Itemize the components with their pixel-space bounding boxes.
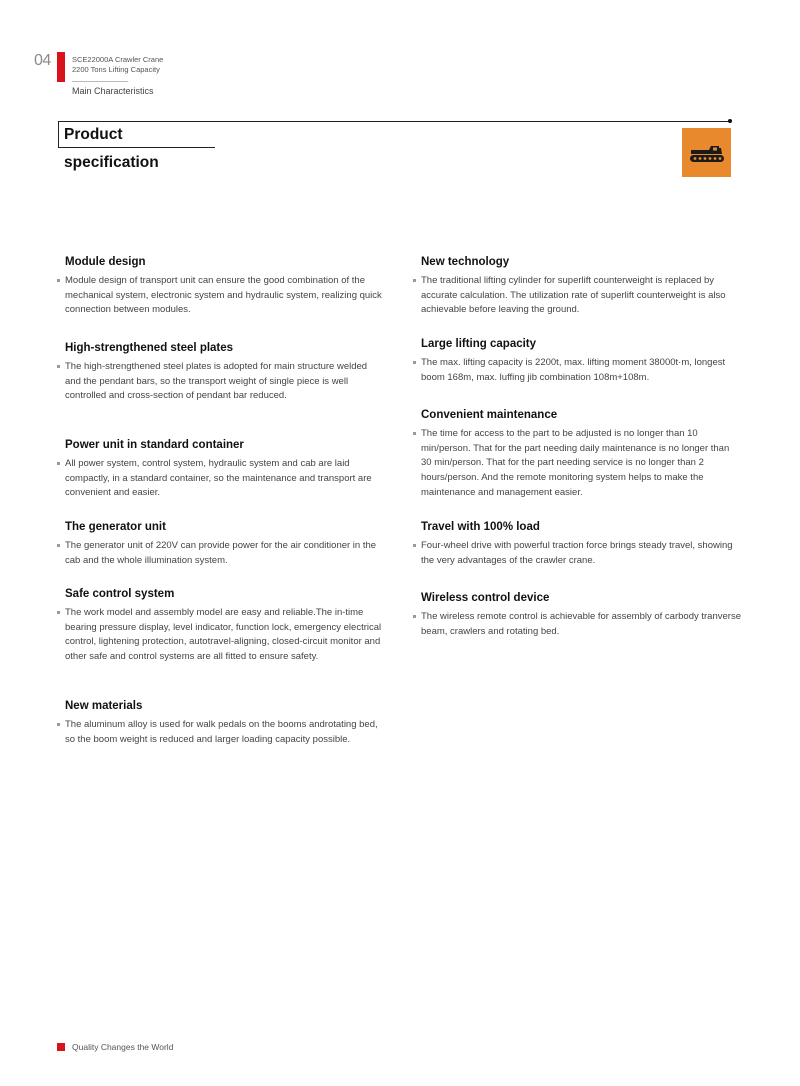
bullet-icon <box>57 279 60 282</box>
spec-item-text: Four-wheel drive with powerful traction force brings steady travel, showing the very advantages of the crawler crane. <box>421 540 733 566</box>
spec-item-text: All power system, control system, hydraulic system and cab are laid compactly, in a standard container, so the maintenance and transport are convenient and easier. <box>65 458 372 499</box>
spec-item-title: The generator unit <box>65 521 166 533</box>
spec-item-new-materials <box>65 700 385 747</box>
page-number: 04 <box>34 52 51 69</box>
spec-item-body <box>65 606 385 665</box>
spec-item-wireless-control <box>421 592 741 639</box>
spec-item-body <box>421 274 741 318</box>
spec-item-body <box>421 610 741 639</box>
doc-title-line2: 2200 Tons Lifting Capacity <box>72 64 160 74</box>
spec-item-new-technology <box>421 256 741 318</box>
spec-item-title: New materials <box>65 700 143 712</box>
crane-badge <box>682 128 731 177</box>
spec-item-title: Power unit in standard container <box>65 439 244 451</box>
spec-item-title: High-strengthened steel plates <box>65 342 234 354</box>
spec-item-title: Convenient maintenance <box>421 409 558 421</box>
spec-item-lifting-capacity <box>421 338 741 385</box>
spec-item-body <box>65 360 385 404</box>
spec-item-power-unit <box>65 439 385 501</box>
spec-item-text: The high-strengthened steel plates is adopted for main structure welded and the pendant bars, so the transport weight of single piece is well controlled and cross-section of pendant bar reduced. <box>65 361 368 402</box>
spec-item-body <box>421 356 741 385</box>
spec-item-text: The traditional lifting cylinder for superlift counterweight is replaced by accurate calculation. The utilization rate of superlift counterweight is also achievable before leaving the ground. <box>421 275 726 316</box>
bullet-icon <box>413 544 416 547</box>
spec-item-title: New technology <box>421 256 510 268</box>
spec-item-text: The work model and assembly model are easy and reliable.The in-time bearing pressure display, level indicator, function lock, emergency electrical control, lightening protection, autotravel-aligning, closed-circuit monitor and other safe and control systems are all fitted to ensure safety. <box>65 607 382 663</box>
footer-accent-square <box>57 1043 65 1051</box>
spec-item-title: Wireless control device <box>421 592 550 604</box>
spec-item-body <box>65 457 385 501</box>
spec-item-body <box>65 718 385 747</box>
doc-title-line1: SCE22000A Crawler Crane <box>72 55 164 64</box>
bullet-icon <box>57 462 60 465</box>
bullet-icon <box>57 365 60 368</box>
spec-item-module-design <box>65 256 385 318</box>
bullet-icon <box>57 544 60 547</box>
spec-item-text: Module design of transport unit can ensure the good combination of the mechanical system, electronic system and hydraulic system, realizing quick connection between modules. <box>65 275 382 316</box>
bullet-icon <box>413 615 416 618</box>
spec-item-title: Safe control system <box>65 588 175 600</box>
spec-item-text: The aluminum alloy is used for walk pedals on the booms androtating bed, so the boom weight is reduced and larger loading capacity possible. <box>65 719 378 745</box>
doc-title <box>72 55 163 74</box>
footer-tagline: Quality Changes the World <box>72 1042 174 1052</box>
bullet-icon <box>57 723 60 726</box>
spec-item-safe-control <box>65 588 385 665</box>
bullet-icon <box>413 432 416 435</box>
spec-item-body <box>65 539 385 568</box>
spec-heading: Product specification <box>58 121 215 148</box>
spec-item-travel-load <box>421 521 741 568</box>
spec-item-title: Large lifting capacity <box>421 338 537 350</box>
spec-heading-rule-end <box>728 119 732 123</box>
section-label: Main Characteristics <box>72 86 154 96</box>
bullet-icon <box>413 361 416 364</box>
spec-item-maintenance <box>421 409 741 501</box>
header-accent-bar <box>57 52 65 82</box>
crawler-crane-icon <box>682 128 731 177</box>
spec-item-body <box>421 539 741 568</box>
spec-item-text: The wireless remote control is achievable for assembly of carbody tranverse beam, crawlers and rotating bed. <box>421 611 741 637</box>
spec-item-steel-plates <box>65 342 385 404</box>
spec-item-title: Travel with 100% load <box>421 521 540 533</box>
spec-item-body <box>65 274 385 318</box>
bullet-icon <box>57 611 60 614</box>
spec-item-generator <box>65 521 385 568</box>
bullet-icon <box>413 279 416 282</box>
spec-item-text: The generator unit of 220V can provide power for the air conditioner in the cab and the whole illumination system. <box>65 540 377 566</box>
header-divider <box>72 81 128 82</box>
spec-item-text: The time for access to the part to be adjusted is no longer than 10 min/person. That for the part needing daily maintenance is no longer than 30 min/person. That for the part needing service is no longer than 2 hours/person. And the remote monitoring system helps to make the maintenance and management easier. <box>421 428 730 498</box>
spec-item-title: Module design <box>65 256 146 268</box>
spec-item-text: The max. lifting capacity is 2200t, max. lifting moment 38000t·m, longest boom 168m, max. luffing jib combination 108m+108m. <box>421 357 726 383</box>
spec-item-body <box>421 427 741 501</box>
